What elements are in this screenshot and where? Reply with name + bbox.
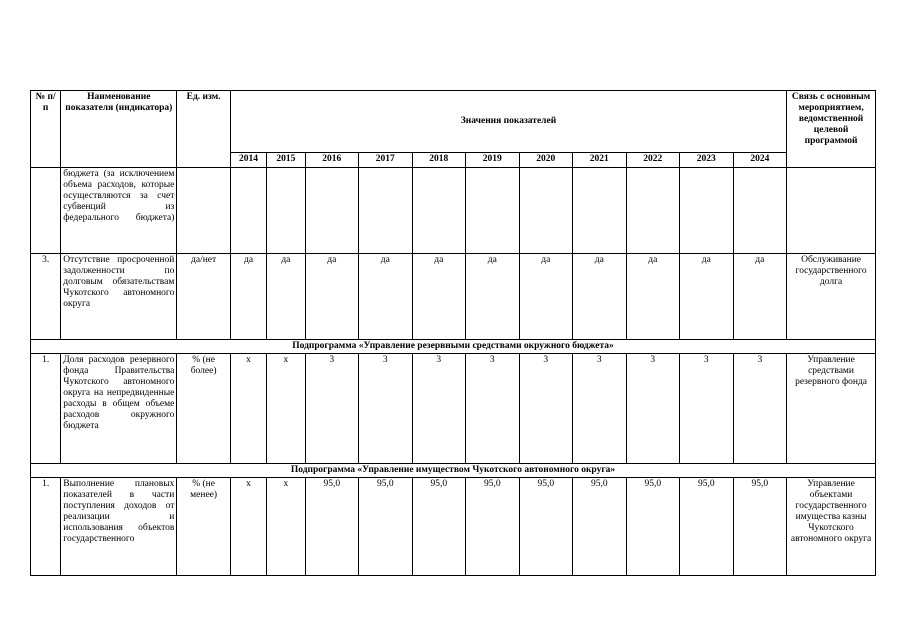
row-link: Управление средствами резервного фонда <box>787 354 876 464</box>
row-value <box>267 168 305 254</box>
year-cell: 2015 <box>267 153 305 168</box>
row-num <box>31 168 61 254</box>
row-value <box>230 168 266 254</box>
row-value: х <box>267 478 305 576</box>
row-value: 95,0 <box>519 478 573 576</box>
row-num: 3. <box>31 254 61 340</box>
row-value: 3 <box>466 354 520 464</box>
table-row <box>31 254 876 340</box>
table-row <box>31 354 876 464</box>
row-value: 95,0 <box>573 478 627 576</box>
row-value: 3 <box>412 354 466 464</box>
row-name: Доля расходов резервного фонда Правительства Чукотского автономного округа на непредвиденные расходы в общем объеме расходов окружного бюджета <box>61 354 177 464</box>
table-row <box>31 478 876 576</box>
row-num: 1. <box>31 354 61 464</box>
row-value: да <box>305 254 359 340</box>
header-num: № п/п <box>31 91 61 168</box>
row-value <box>305 168 359 254</box>
row-value: да <box>267 254 305 340</box>
subprogram-title: Подпрограмма «Управление имуществом Чукотского автономного округа» <box>31 464 876 478</box>
year-cell: 2017 <box>359 153 413 168</box>
row-value <box>626 168 680 254</box>
row-value <box>519 168 573 254</box>
header-unit: Ед. изм. <box>177 91 231 168</box>
subprogram-row <box>31 464 876 478</box>
subprogram-title: Подпрограмма «Управление резервными средствами окружного бюджета» <box>31 340 876 354</box>
row-value: да <box>466 254 520 340</box>
row-value: да <box>230 254 266 340</box>
row-value: да <box>573 254 627 340</box>
year-cell: 2021 <box>573 153 627 168</box>
row-value: да <box>359 254 413 340</box>
year-cell: 2023 <box>680 153 734 168</box>
row-value: 95,0 <box>626 478 680 576</box>
row-name: бюджета (за исключением объема расходов, которые осуществляются за счет субвенций из федерального бюджета) <box>61 168 177 254</box>
row-num: 1. <box>31 478 61 576</box>
year-cell: 2019 <box>466 153 520 168</box>
row-value: 3 <box>519 354 573 464</box>
row-value: 3 <box>680 354 734 464</box>
indicators-table <box>30 90 876 576</box>
year-cell: 2018 <box>412 153 466 168</box>
header-name: Наименование показателя (индикатора) <box>61 91 177 168</box>
row-value <box>680 168 734 254</box>
year-cell: 2016 <box>305 153 359 168</box>
row-value: да <box>626 254 680 340</box>
year-cell: 2014 <box>230 153 266 168</box>
header-row <box>31 91 876 153</box>
row-name: Выполнение плановых показателей в части поступления доходов от реализации и использования объектов государственного <box>61 478 177 576</box>
row-unit: да/нет <box>177 254 231 340</box>
row-value: да <box>680 254 734 340</box>
year-cell: 2024 <box>733 153 787 168</box>
header-link: Связь с основным мероприятием, ведомственной целевой программой <box>787 91 876 168</box>
row-value: 95,0 <box>359 478 413 576</box>
row-link <box>787 168 876 254</box>
row-value: да <box>733 254 787 340</box>
row-value: 3 <box>305 354 359 464</box>
header-values: Значения показателей <box>230 91 786 153</box>
row-unit <box>177 168 231 254</box>
table-row <box>31 168 876 254</box>
row-value: 95,0 <box>733 478 787 576</box>
row-value: х <box>267 354 305 464</box>
row-value: 95,0 <box>305 478 359 576</box>
row-value: 95,0 <box>680 478 734 576</box>
row-value <box>733 168 787 254</box>
row-value: 95,0 <box>412 478 466 576</box>
row-value <box>573 168 627 254</box>
year-cell: 2020 <box>519 153 573 168</box>
row-value: 3 <box>733 354 787 464</box>
row-value: 3 <box>573 354 627 464</box>
year-cell: 2022 <box>626 153 680 168</box>
row-value: 95,0 <box>466 478 520 576</box>
row-value <box>466 168 520 254</box>
row-value: х <box>230 478 266 576</box>
row-link: Управление объектами государственного имущества казны Чукотского автономного округа <box>787 478 876 576</box>
row-value: да <box>519 254 573 340</box>
row-unit: % (не менее) <box>177 478 231 576</box>
row-unit: % (не более) <box>177 354 231 464</box>
row-value: да <box>412 254 466 340</box>
row-value <box>359 168 413 254</box>
row-value: 3 <box>359 354 413 464</box>
row-value: 3 <box>626 354 680 464</box>
row-name: Отсутствие просроченной задолженности по долговым обязательствам Чукотского автономного округа <box>61 254 177 340</box>
row-value: х <box>230 354 266 464</box>
subprogram-row <box>31 340 876 354</box>
row-link: Обслуживание государственного долга <box>787 254 876 340</box>
row-value <box>412 168 466 254</box>
